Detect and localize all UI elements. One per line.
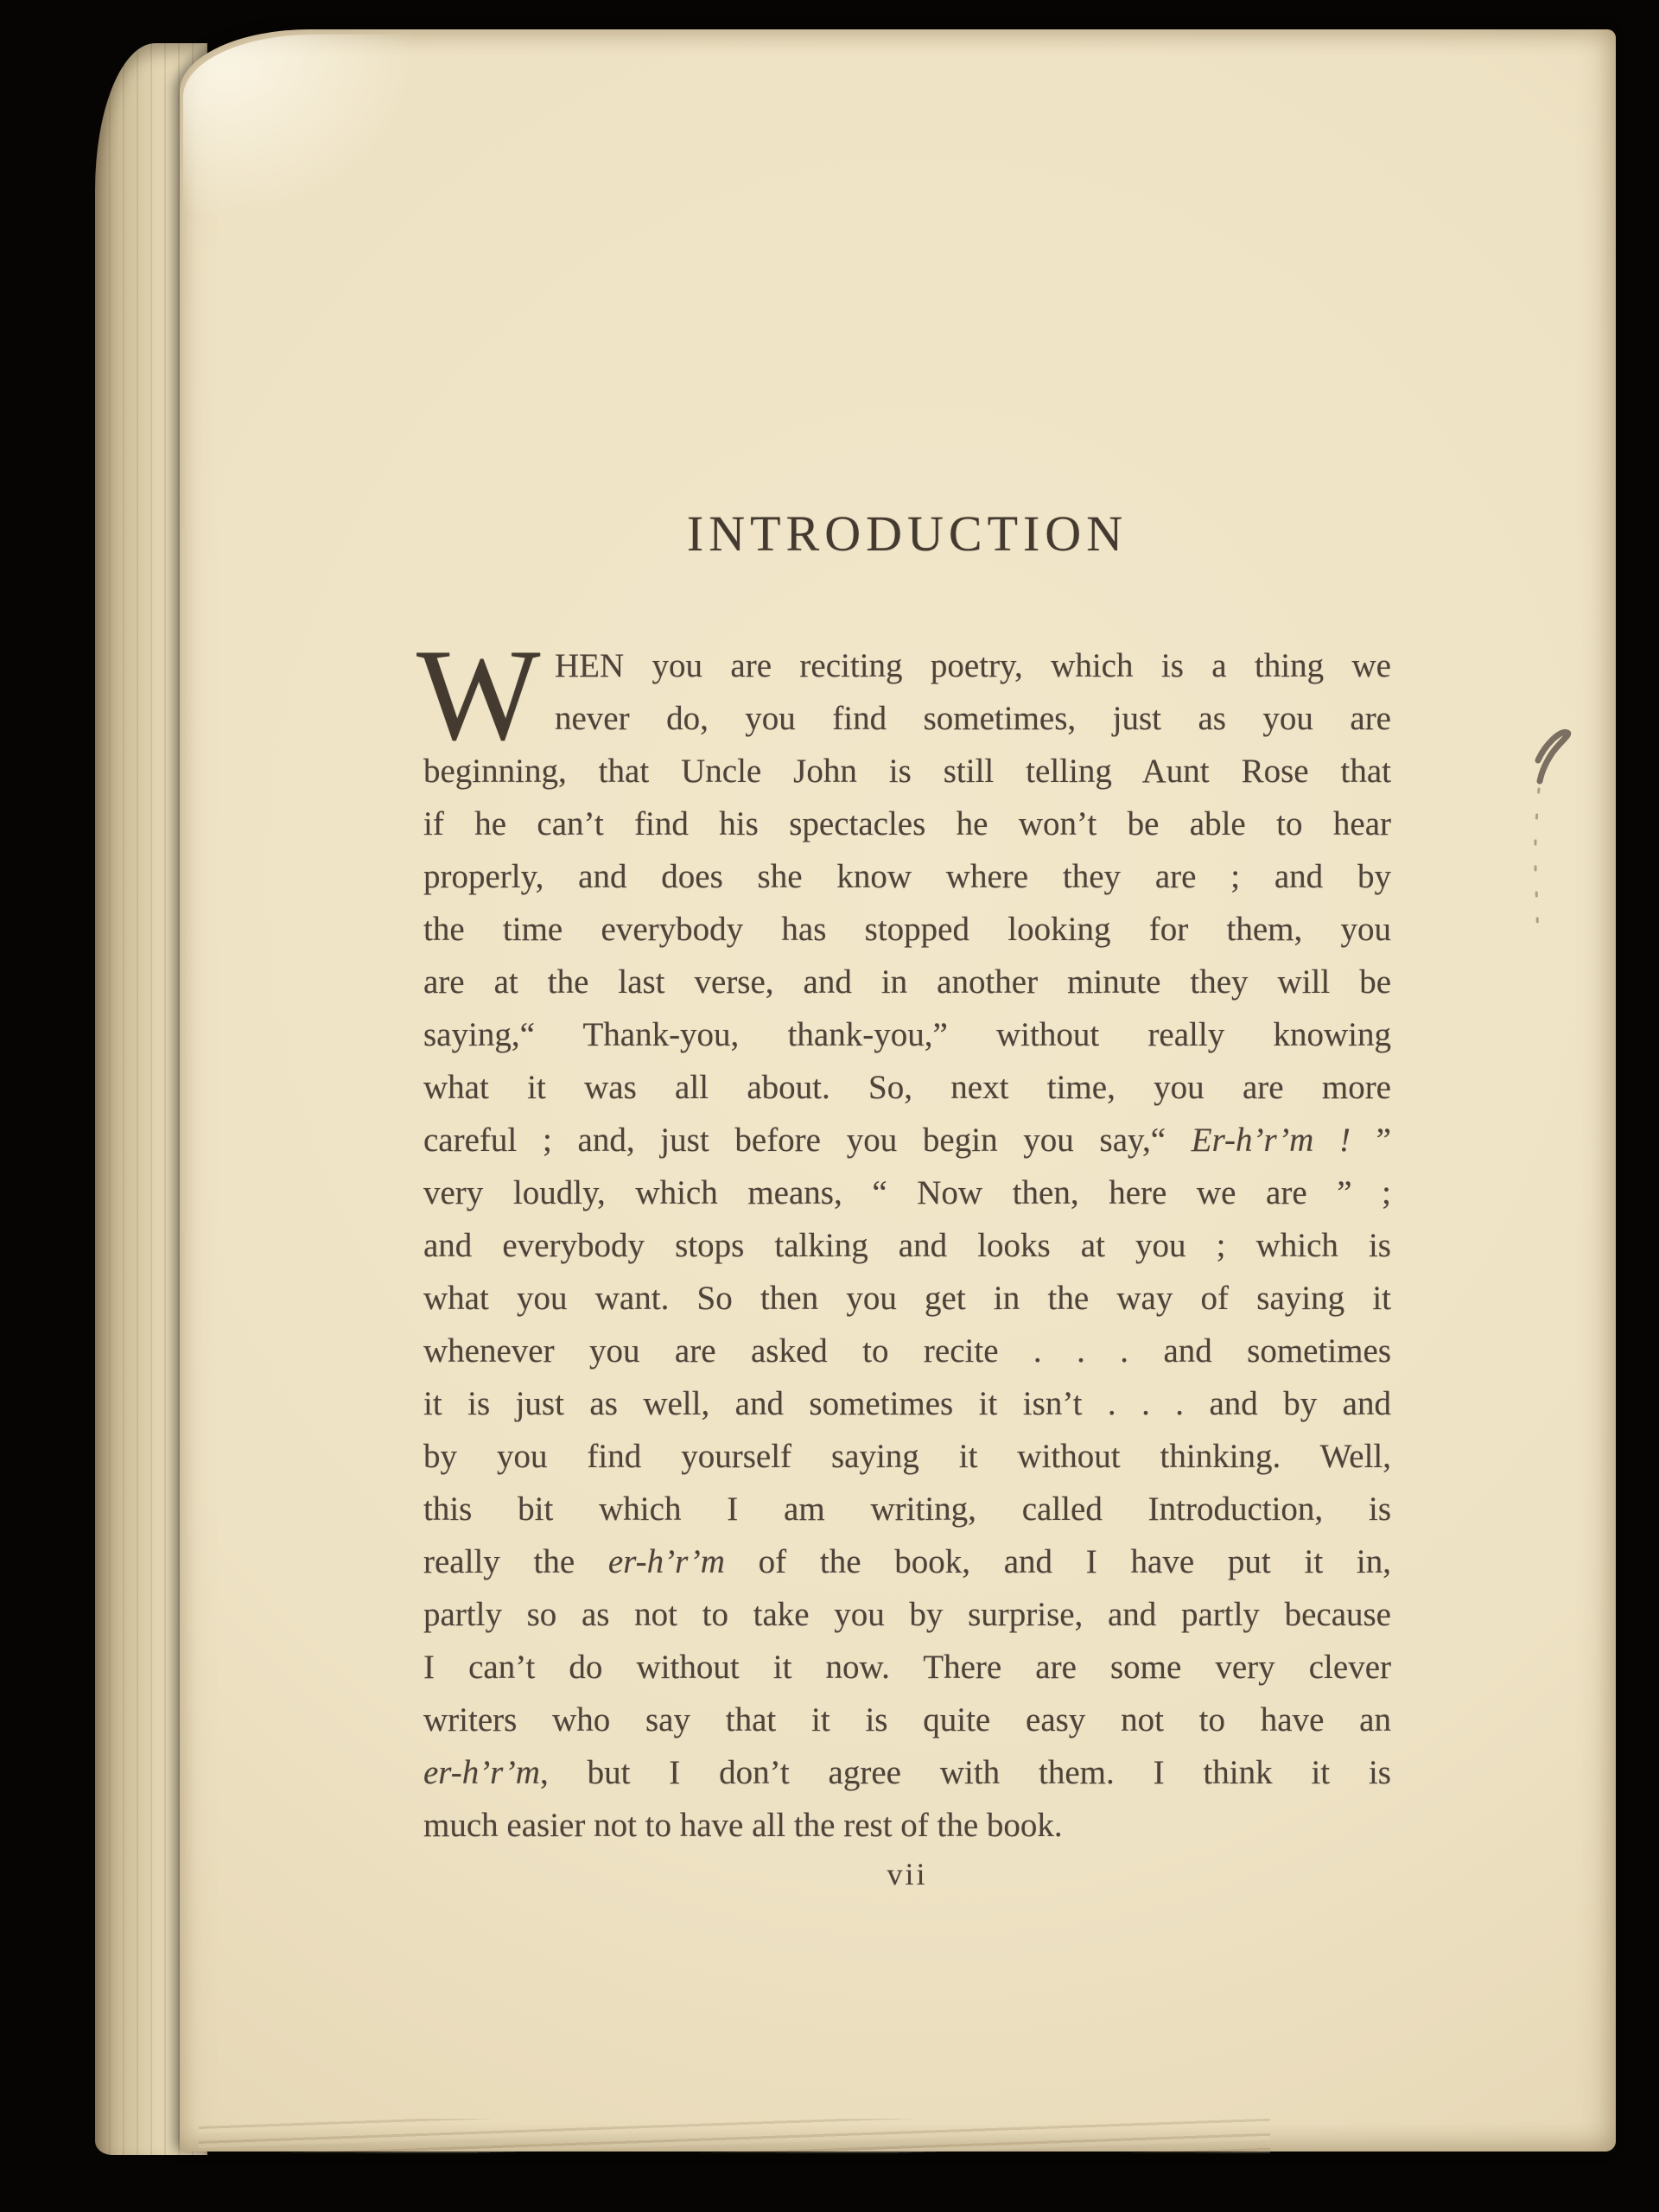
text-segment: what it was all about. So, next time, you are more [423, 1069, 1391, 1106]
text-segment: careful ; and, just before you begin you say,“ [423, 1122, 1192, 1159]
text-line [423, 903, 1391, 956]
italic-text: er-h’r’m [423, 1754, 540, 1791]
text-line [423, 1588, 1391, 1641]
text-segment: of the book, and I have put it in, [724, 1543, 1391, 1580]
body-lines [423, 639, 1391, 1852]
text-segment: never do, you find sometimes, just as you are [555, 700, 1391, 737]
text-line [423, 798, 1391, 850]
text-segment: it is just as well, and sometimes it isn’t . . . and by and [423, 1385, 1391, 1422]
text-segment: very loudly, which means, “ Now then, here we are ” ; [423, 1174, 1391, 1211]
text-line [423, 1272, 1391, 1325]
text-segment: I can’t do without it now. There are some very clever [423, 1649, 1391, 1686]
text-line [423, 1325, 1391, 1377]
text-segment: partly so as not to take you by surprise, and partly because [423, 1596, 1391, 1633]
text-line [423, 1166, 1391, 1219]
text-line [423, 850, 1391, 903]
text-line [423, 1430, 1391, 1483]
text-line [423, 1483, 1391, 1535]
text-segment: properly, and does she know where they are ; and by [423, 858, 1391, 895]
body-text [416, 622, 1391, 1852]
page-number: vii [887, 1857, 928, 1891]
text-segment: are at the last verse, and in another minute they will be [423, 963, 1391, 1001]
text-line [423, 639, 1391, 692]
text-line [423, 956, 1391, 1008]
page-title: INTRODUCTION [686, 505, 1128, 562]
text-segment: and everybody stops talking and looks at you ; which is [423, 1227, 1391, 1264]
text-segment: this bit which I am writing, called Introduction, is [423, 1491, 1391, 1528]
text-line [423, 1694, 1391, 1746]
text-segment: ” [1350, 1122, 1391, 1159]
text-segment: if he can’t find his spectacles he won’t be able to hear [423, 805, 1391, 842]
text-line [423, 1219, 1391, 1272]
text-line [423, 1377, 1391, 1430]
text-segment: really the [423, 1543, 608, 1580]
italic-text: er-h’r’m [607, 1543, 725, 1580]
text-line [423, 1061, 1391, 1114]
text-segment: much easier not to have all the rest of the book. [423, 1807, 1063, 1844]
text-line [423, 1114, 1391, 1166]
text-line [423, 1535, 1391, 1588]
text-line [423, 1008, 1391, 1061]
text-segment: by you find yourself saying it without thinking. Well, [423, 1438, 1391, 1475]
text-segment: whenever you are asked to recite . . . and sometimes [423, 1332, 1391, 1370]
italic-text: Er-h’r’m ! [1191, 1122, 1351, 1159]
text-segment: writers who say that it is quite easy not to have an [423, 1701, 1391, 1738]
text-line [423, 692, 1391, 745]
text-line [423, 1799, 1391, 1852]
text-line [423, 745, 1391, 798]
text-segment: saying,“ Thank-you, thank-you,” without really knowing [423, 1016, 1391, 1053]
text-segment: beginning, that Uncle John is still telling Aunt Rose that [423, 753, 1391, 790]
drop-cap: W [416, 622, 541, 767]
text-segment: HEN you are reciting poetry, which is a thing we [555, 647, 1391, 684]
text-segment: , but I don’t agree with them. I think it is [539, 1754, 1391, 1791]
text-line [423, 1641, 1391, 1694]
text-segment: what you want. So then you get in the way of saying it [423, 1280, 1391, 1317]
text-line [423, 1746, 1391, 1799]
text-segment: the time everybody has stopped looking for them, you [423, 911, 1391, 948]
